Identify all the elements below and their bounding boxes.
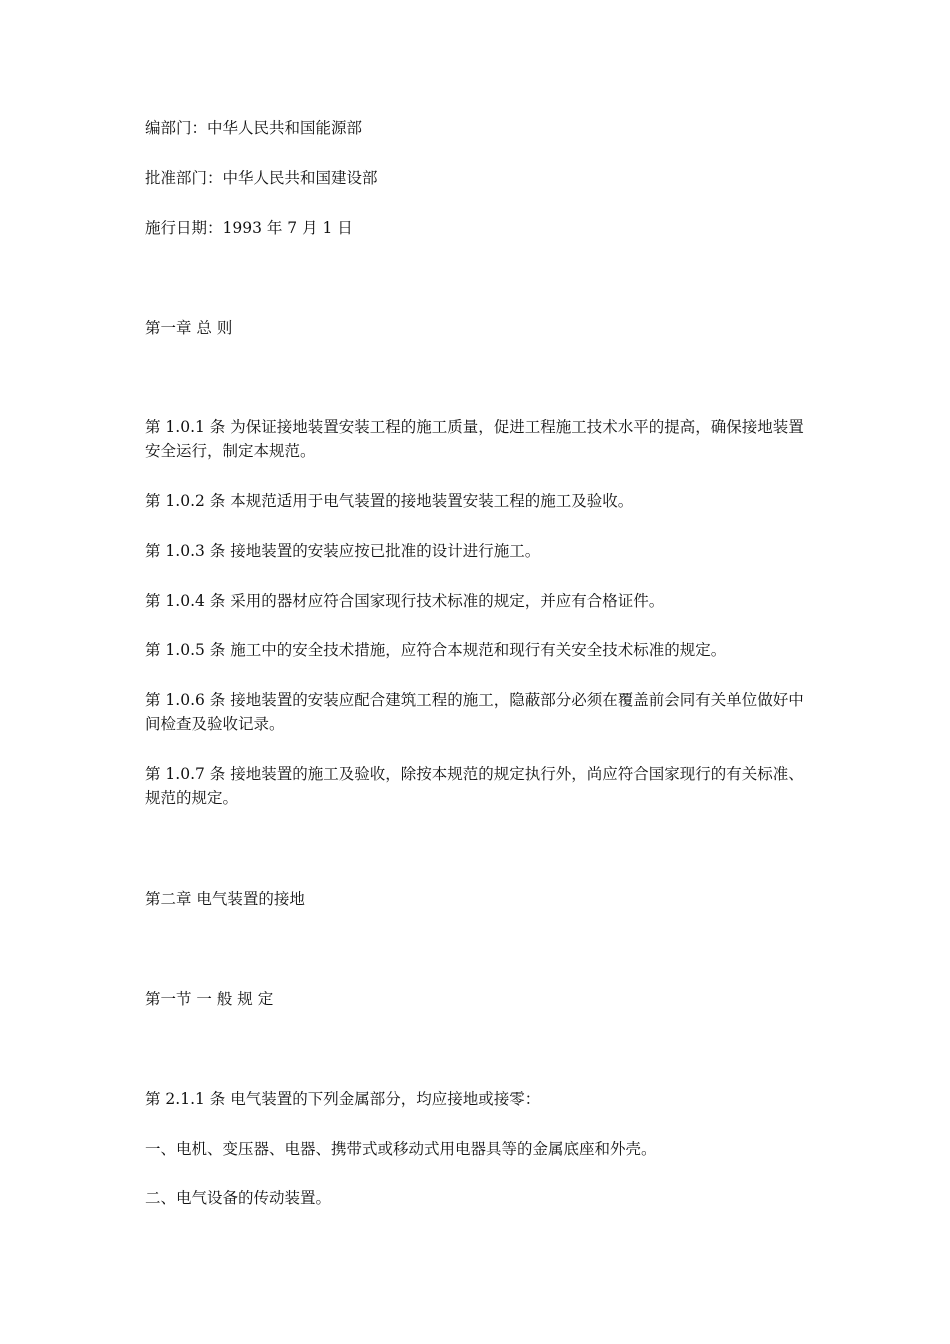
list-item: 二、电气设备的传动装置。: [145, 1189, 332, 1207]
article-1-0-2: 第 1.0.2 条 本规范适用于电气装置的接地装置安装工程的施工及验收。: [145, 492, 634, 510]
article-1-0-1: 第 1.0.1 条 为保证接地装置安装工程的施工质量，促进工程施工技术水平的提高，确保接地装置安全运行，制定本规范。: [145, 418, 804, 460]
chapter-2-title: 第二章 电气装置的接地: [145, 890, 305, 908]
article-2-1-1: 第 2.1.1 条 电气装置的下列金属部分，均应接地或接零：: [145, 1090, 541, 1108]
chapter-1-title: 第一章 总 则: [145, 319, 233, 337]
list-item: 一、电机、变压器、电器、携带式或移动式用电器具等的金属底座和外壳。: [145, 1140, 657, 1158]
compiler-line: 编部门：中华人民共和国能源部: [145, 119, 363, 137]
article-1-0-5: 第 1.0.5 条 施工中的安全技术措施，应符合本规范和现行有关安全技术标准的规定。: [145, 641, 727, 659]
section-1-title: 第一节 一 般 规 定: [145, 990, 274, 1008]
article-1-0-7: 第 1.0.7 条 接地装置的施工及验收，除按本规范的规定执行外，尚应符合国家现行的有关标准、规范的规定。: [145, 765, 804, 807]
article-1-0-4: 第 1.0.4 条 采用的器材应符合国家现行技术标准的规定，并应有合格证件。: [145, 592, 665, 610]
approver-line: 批准部门：中华人民共和国建设部: [145, 169, 378, 187]
article-1-0-6: 第 1.0.6 条 接地装置的安装应配合建筑工程的施工，隐蔽部分必须在覆盖前会同有关单位做好中间检查及验收记录。: [145, 691, 804, 733]
effective-date-line: 施行日期：1993 年 7 月 1 日: [145, 219, 353, 237]
article-1-0-3: 第 1.0.3 条 接地装置的安装应按已批准的设计进行施工。: [145, 542, 541, 560]
